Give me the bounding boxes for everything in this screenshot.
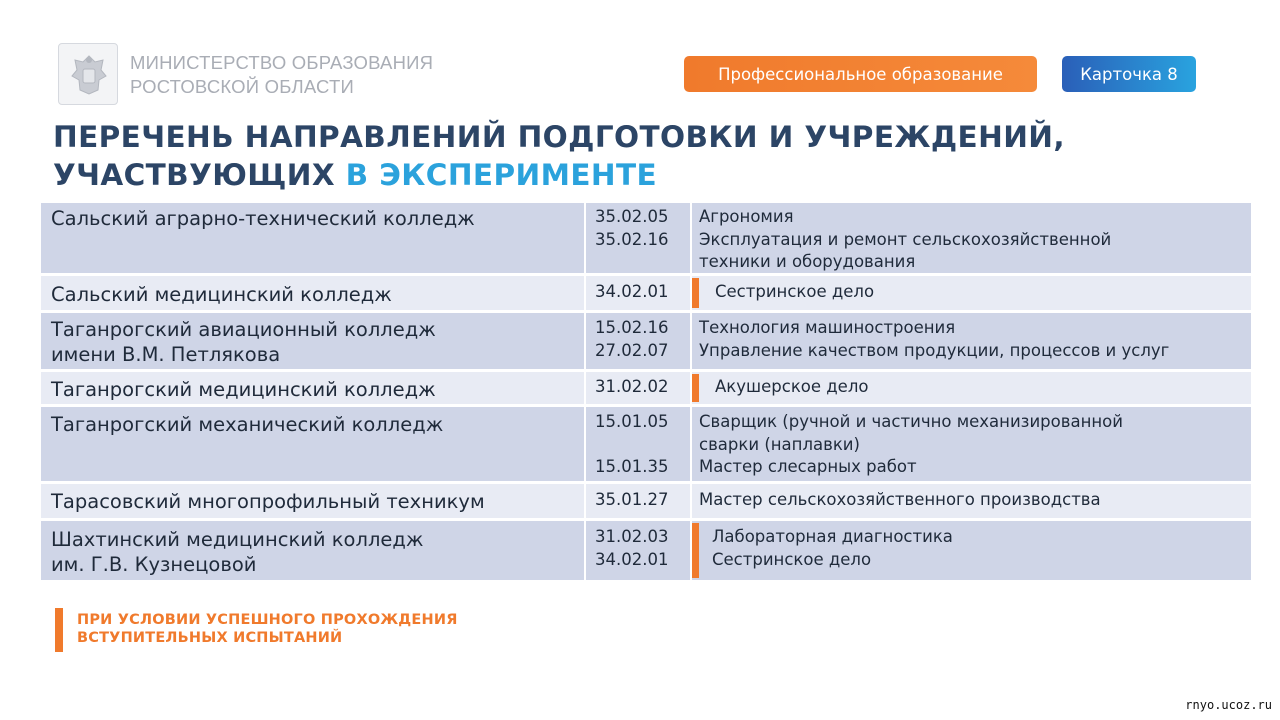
program-cell bbox=[692, 313, 1251, 369]
category-badge: Профессиональное образование bbox=[684, 56, 1037, 92]
institutions-table bbox=[41, 203, 1251, 583]
program-name: Акушерское дело bbox=[715, 377, 869, 396]
code-cell bbox=[586, 203, 690, 273]
institution-name: Тарасовский многопрофильный техникум bbox=[51, 490, 485, 513]
program-code: 35.02.16 bbox=[595, 229, 669, 249]
table-row bbox=[41, 484, 1251, 518]
table-row bbox=[41, 521, 1251, 580]
institution-cell bbox=[41, 203, 584, 273]
institution-name: Сальский медицинский колледж bbox=[51, 283, 392, 306]
program-name: сварки (наплавки) bbox=[699, 434, 860, 454]
code-cell bbox=[586, 484, 690, 518]
program-name: Технология машиностроения bbox=[699, 318, 956, 337]
institution-cell bbox=[41, 276, 584, 310]
program-name: Лабораторная диагностика bbox=[712, 527, 953, 546]
program-code: 34.02.01 bbox=[595, 549, 669, 569]
program-code: 31.02.02 bbox=[595, 377, 669, 396]
program-name: Мастер сельскохозяйственного производства bbox=[699, 490, 1101, 509]
program-name: Сестринское дело bbox=[715, 282, 875, 301]
program-cell bbox=[692, 484, 1251, 518]
program-cell-exam-marked bbox=[692, 523, 1251, 578]
code-cell bbox=[586, 276, 690, 310]
footnote-text bbox=[77, 611, 458, 652]
program-code: 31.02.03 bbox=[595, 527, 669, 546]
title-line-2 bbox=[53, 156, 1065, 194]
table-row bbox=[41, 407, 1251, 481]
program-name: Сестринское дело bbox=[712, 549, 872, 569]
ministry-line-2: РОСТОВСКОЙ ОБЛАСТИ bbox=[130, 76, 354, 97]
ministry-logo bbox=[58, 43, 433, 105]
coat-of-arms-icon bbox=[58, 43, 118, 105]
card-number-badge: Карточка 8 bbox=[1062, 56, 1196, 92]
program-code bbox=[595, 434, 690, 457]
footnote-marker bbox=[55, 608, 63, 652]
program-code: 27.02.07 bbox=[595, 340, 669, 360]
table-row bbox=[41, 203, 1251, 273]
program-code: 15.01.05 bbox=[595, 412, 669, 431]
program-name: Сварщик (ручной и частично механизированной bbox=[699, 412, 1123, 431]
institution-name: Таганрогский механический колледж bbox=[51, 413, 444, 436]
title-line-1: ПЕРЕЧЕНЬ НАПРАВЛЕНИЙ ПОДГОТОВКИ И УЧРЕЖДЕНИЙ, bbox=[53, 120, 1065, 154]
ministry-name bbox=[130, 51, 433, 99]
program-name: Мастер слесарных работ bbox=[699, 457, 917, 476]
program-name: Эксплуатация и ремонт сельскохозяйственной bbox=[699, 229, 1112, 249]
table-row bbox=[41, 372, 1251, 404]
ministry-line-1: МИНИСТЕРСТВО ОБРАЗОВАНИЯ bbox=[130, 52, 434, 73]
institution-name: Шахтинский медицинский колледж bbox=[51, 528, 424, 551]
institution-name: Сальский аграрно-технический колледж bbox=[51, 207, 475, 230]
program-cell-exam-marked bbox=[692, 374, 1251, 402]
table-row bbox=[41, 276, 1251, 310]
program-code: 35.01.27 bbox=[595, 490, 669, 509]
code-cell bbox=[586, 372, 690, 404]
program-code: 35.02.05 bbox=[595, 207, 669, 226]
program-code: 34.02.01 bbox=[595, 282, 669, 301]
watermark: rnyo.ucoz.ru bbox=[1185, 698, 1272, 712]
program-name: Агрономия bbox=[699, 207, 794, 226]
program-name: техники и оборудования bbox=[699, 252, 916, 271]
program-code: 15.01.35 bbox=[595, 457, 669, 476]
institution-cell bbox=[41, 407, 584, 481]
title-line-2-accent: В ЭКСПЕРИМЕНТЕ bbox=[345, 158, 658, 192]
code-cell bbox=[586, 521, 690, 580]
institution-cell bbox=[41, 521, 584, 580]
code-cell bbox=[586, 313, 690, 369]
footnote-line-2: ВСТУПИТЕЛЬНЫХ ИСПЫТАНИЙ bbox=[77, 630, 343, 646]
institution-name: Таганрогский медицинский колледж bbox=[51, 378, 436, 401]
title-line-2-part-1: УЧАСТВУЮЩИХ bbox=[53, 158, 346, 192]
institution-cell bbox=[41, 372, 584, 404]
program-cell bbox=[692, 407, 1251, 481]
institution-name: им. Г.В. Кузнецовой bbox=[51, 553, 257, 576]
table-row bbox=[41, 313, 1251, 369]
exam-footnote bbox=[55, 608, 458, 652]
program-cell-exam-marked bbox=[692, 278, 1251, 308]
institution-cell bbox=[41, 484, 584, 518]
code-cell bbox=[586, 407, 690, 481]
institution-name: имени В.М. Петлякова bbox=[51, 343, 281, 366]
institution-cell bbox=[41, 313, 584, 369]
institution-name: Таганрогский авиационный колледж bbox=[51, 318, 436, 341]
program-name: Управление качеством продукции, процессов и услуг bbox=[699, 340, 1170, 360]
footnote-line-1: ПРИ УСЛОВИИ УСПЕШНОГО ПРОХОЖДЕНИЯ bbox=[77, 612, 458, 628]
page-title bbox=[53, 118, 1065, 194]
program-cell bbox=[692, 203, 1251, 273]
program-code: 15.02.16 bbox=[595, 318, 669, 337]
